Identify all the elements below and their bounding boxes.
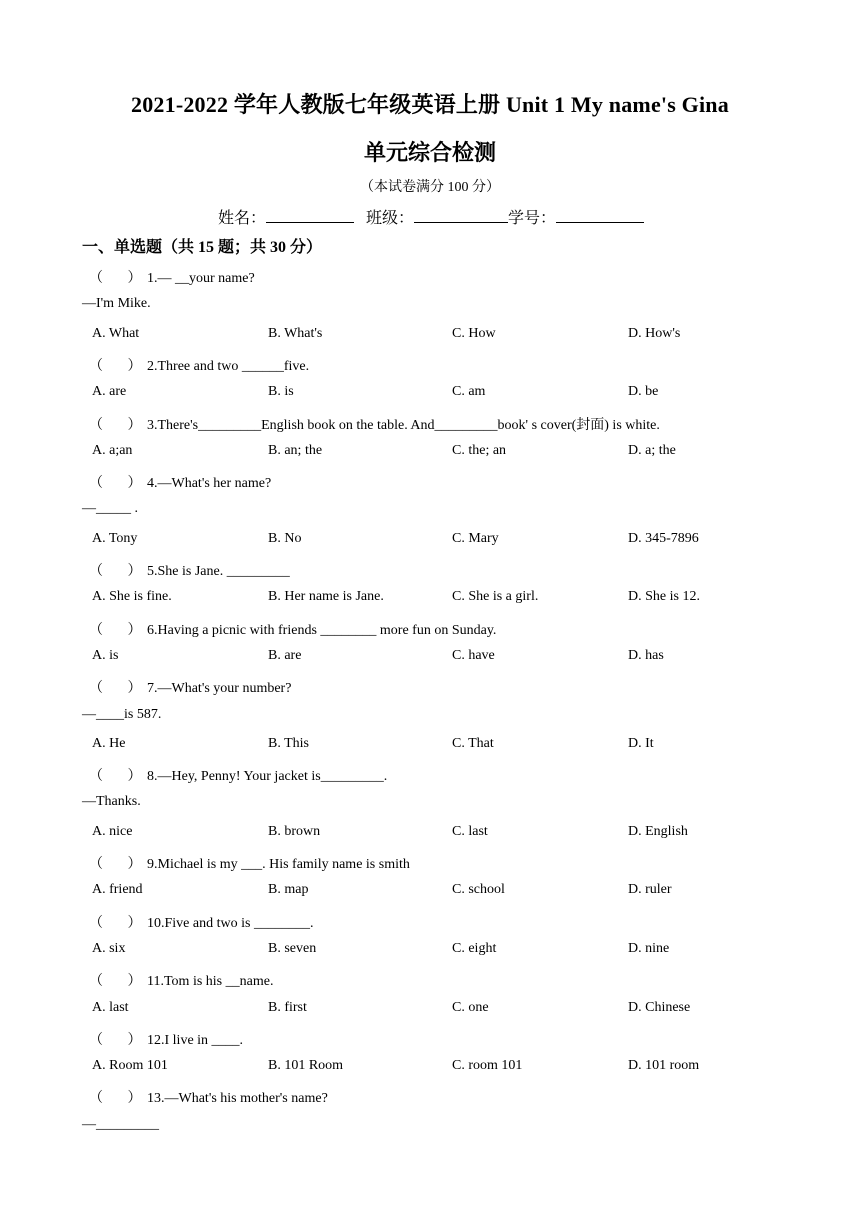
question-prompt [89, 472, 271, 492]
option-c[interactable]: C. How [452, 325, 496, 341]
option-b[interactable]: B. What's [268, 325, 323, 341]
option-b[interactable]: B. are [268, 647, 302, 663]
class-blank[interactable] [414, 208, 508, 223]
answer-paren[interactable]: （ ） [89, 358, 142, 374]
option-c[interactable]: C. am [452, 384, 486, 400]
question-text: 6.Having a picnic with friends ________ more fun on Sunday. [147, 622, 497, 638]
answer-paren[interactable]: （ ） [89, 915, 142, 931]
question-prompt [89, 677, 291, 697]
option-d[interactable]: D. has [628, 647, 664, 663]
option-b[interactable]: B. seven [268, 940, 317, 956]
option-d[interactable]: D. nine [628, 940, 670, 956]
answer-paren[interactable]: （ ） [89, 564, 142, 579]
class-label: 班级： [366, 210, 415, 227]
answer-paren[interactable]: （ ） [89, 857, 142, 872]
question-text: 11.Tom is his __name. [147, 974, 274, 990]
option-c[interactable]: C. That [452, 735, 494, 751]
option-b[interactable]: B. Her name is Jane. [268, 589, 384, 605]
answer-paren[interactable]: （ ） [89, 1091, 142, 1107]
option-a[interactable]: A. What [92, 325, 140, 341]
answer-line: —I'm Mike. [82, 296, 151, 312]
option-d[interactable]: D. English [628, 823, 688, 839]
option-c[interactable]: C. room 101 [452, 1058, 523, 1074]
question-prompt [89, 414, 660, 434]
question-text: 4.—What's her name? [147, 476, 272, 492]
answer-paren[interactable]: （ ） [89, 417, 142, 433]
question-prompt [89, 912, 313, 932]
option-d[interactable]: D. a; the [628, 442, 676, 458]
option-c[interactable]: C. She is a girl. [452, 589, 539, 605]
question-prompt [89, 560, 290, 580]
option-c[interactable]: C. last [452, 823, 488, 839]
option-c[interactable]: C. one [452, 999, 489, 1015]
option-d[interactable]: D. Chinese [628, 999, 691, 1015]
question-text: 10.Five and two is ________. [147, 915, 314, 931]
answer-line: —Thanks. [82, 794, 141, 810]
option-d[interactable]: D. be [628, 384, 659, 400]
answer-paren[interactable]: （ ） [89, 1032, 142, 1048]
answer-line: —____is 587. [82, 706, 162, 722]
option-b[interactable]: B. an; the [268, 442, 323, 458]
option-b[interactable]: B. 101 Room [268, 1058, 344, 1074]
question-prompt [89, 267, 255, 287]
option-a[interactable]: A. nice [92, 823, 133, 839]
student-info-line [218, 205, 644, 228]
exam-subtitle-title: 单元综合检测 [363, 140, 496, 165]
exam-title: 2021-2022 学年人教版七年级英语上册 Unit 1 My name's Gina [131, 92, 729, 117]
section-heading: 一、单选题（共 15 题；共 30 分） [82, 239, 323, 256]
option-a[interactable]: A. six [92, 940, 126, 956]
option-d[interactable]: D. 101 room [628, 1058, 700, 1074]
answer-line: —_________ [82, 1116, 159, 1132]
option-d[interactable]: D. How's [628, 325, 681, 341]
option-d[interactable]: D. 345-7896 [628, 530, 699, 546]
question-text: 3.There's_________English book on the table. And_________book' s cover(封面) is white. [147, 417, 660, 433]
option-b[interactable]: B. first [268, 999, 307, 1015]
question-text: 8.—Hey, Penny! Your jacket is_________. [147, 769, 388, 785]
option-a[interactable]: A. are [92, 384, 127, 400]
question-text: 9.Michael is my ___. His family name is smith [147, 857, 410, 872]
option-d[interactable]: D. It [628, 735, 654, 751]
option-d[interactable]: D. She is 12. [628, 589, 700, 605]
question-text: 12.I live in ____. [147, 1032, 244, 1048]
option-b[interactable]: B. map [268, 882, 309, 898]
name-blank[interactable] [266, 208, 354, 223]
option-b[interactable]: B. This [268, 735, 309, 751]
answer-paren[interactable]: （ ） [89, 622, 142, 638]
question-prompt [89, 765, 387, 785]
score-note: （本试卷满分 100 分） [360, 180, 500, 195]
option-d[interactable]: D. ruler [628, 882, 672, 898]
answer-paren[interactable]: （ ） [89, 271, 142, 286]
option-c[interactable]: C. school [452, 882, 505, 898]
answer-paren[interactable]: （ ） [89, 681, 142, 697]
option-c[interactable]: C. have [452, 647, 495, 663]
option-a[interactable]: A. Room 101 [92, 1058, 168, 1074]
question-text: 5.She is Jane. _________ [147, 564, 290, 579]
option-c[interactable]: C. the; an [452, 442, 507, 458]
question-text: 1.— __your name? [147, 271, 255, 286]
option-a[interactable]: A. a;an [92, 442, 133, 458]
option-a[interactable]: A. Tony [92, 530, 138, 546]
name-label: 姓名： [218, 210, 267, 227]
option-b[interactable]: B. No [268, 530, 302, 546]
option-b[interactable]: B. brown [268, 823, 321, 839]
id-blank[interactable] [556, 208, 644, 223]
option-c[interactable]: C. Mary [452, 530, 499, 546]
option-a[interactable]: A. friend [92, 882, 143, 898]
option-a[interactable]: A. She is fine. [92, 589, 172, 605]
question-prompt [89, 619, 496, 639]
option-a[interactable]: A. last [92, 999, 129, 1015]
question-text: 2.Three and two ______five. [147, 358, 310, 374]
question-prompt [89, 355, 309, 375]
question-prompt [89, 970, 273, 990]
option-a[interactable]: A. is [92, 647, 119, 663]
answer-paren[interactable]: （ ） [89, 476, 142, 492]
question-text: 7.—What's your number? [147, 681, 292, 697]
option-c[interactable]: C. eight [452, 940, 497, 956]
answer-line: —_____ . [82, 501, 138, 517]
id-label: 学号： [508, 210, 557, 227]
question-text: 13.—What's his mother's name? [147, 1091, 328, 1107]
option-a[interactable]: A. He [92, 735, 126, 751]
question-prompt [89, 1087, 328, 1107]
answer-paren[interactable]: （ ） [89, 769, 142, 785]
question-prompt [89, 1029, 243, 1049]
answer-paren[interactable]: （ ） [89, 974, 142, 990]
question-prompt [89, 853, 410, 873]
option-b[interactable]: B. is [268, 384, 294, 400]
